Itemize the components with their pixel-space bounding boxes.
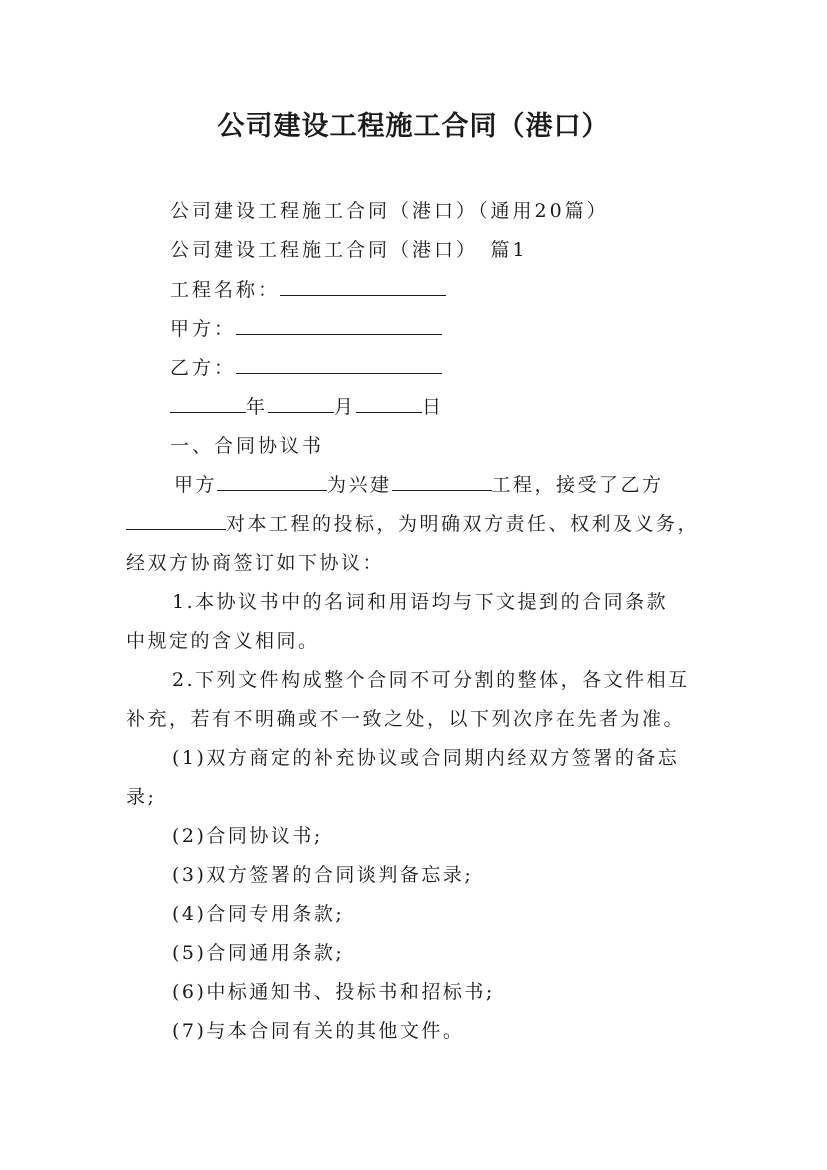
list-item-4: (4)合同专用条款; [172, 903, 345, 925]
party-b-label: 乙方： [170, 357, 237, 379]
day-blank [356, 394, 422, 413]
date-year-label: 年 [246, 396, 269, 418]
date-month-label: 月 [334, 396, 357, 418]
month-blank [268, 394, 334, 413]
date-day-label: 日 [422, 396, 445, 418]
item-2-line-1: 2.下列文件构成整个合同不可分割的整体，各文件相互 [172, 669, 690, 691]
list-item-2: (2)合同协议书; [172, 825, 323, 847]
party-b-row [170, 355, 442, 381]
intro-build: 为兴建 [327, 474, 392, 496]
intro-line-1 [174, 472, 664, 498]
list-item-6: (6)中标通知书、投标书和招标书; [172, 981, 495, 1003]
list-item-1-line-1: (1)双方商定的补充协议或合同期内经双方签署的备忘 [172, 747, 680, 769]
date-row [170, 394, 444, 420]
project-name-label: 工程名称： [170, 279, 281, 301]
party-a-label: 甲方： [170, 318, 237, 340]
intro-line-2 [126, 511, 699, 537]
intro-accept: 工程，接受了乙方 [491, 474, 664, 496]
intro-party-a-blank [217, 472, 327, 491]
section-1-heading: 一、合同协议书 [170, 435, 325, 457]
list-item-5: (5)合同通用条款; [172, 942, 345, 964]
intro-purpose: 对本工程的投标，为明确双方责任、权利及义务， [226, 513, 700, 535]
list-item-3: (3)双方签署的合同谈判备忘录; [172, 864, 474, 886]
project-name-blank [280, 277, 446, 296]
year-blank [170, 394, 246, 413]
party-b-blank [236, 355, 442, 374]
intro-party-b-blank [126, 511, 226, 530]
party-a-blank [236, 316, 442, 335]
intro-party-a: 甲方 [174, 474, 218, 496]
party-a-row [170, 316, 442, 342]
item-1-line-2: 中规定的含义相同。 [126, 630, 320, 652]
document-subtitle: 公司建设工程施工合同（港口）（通用20篇） [170, 200, 609, 222]
list-item-1-line-2: 录; [126, 786, 157, 808]
item-1-line-1: 1.本协议书中的名词和用语均与下文提到的合同条款 [172, 591, 669, 613]
list-item-7: (7)与本合同有关的其他文件。 [172, 1020, 465, 1042]
item-2-line-2: 补充，若有不明确或不一致之处，以下列次序在先者为准。 [126, 708, 686, 730]
project-name-row [170, 277, 446, 303]
article-heading: 公司建设工程施工合同（港口） 篇1 [170, 239, 528, 261]
document-title: 公司建设工程施工合同（港口） [217, 111, 610, 142]
intro-line-3: 经双方协商签订如下协议： [126, 552, 385, 574]
intro-project-blank [392, 472, 492, 491]
